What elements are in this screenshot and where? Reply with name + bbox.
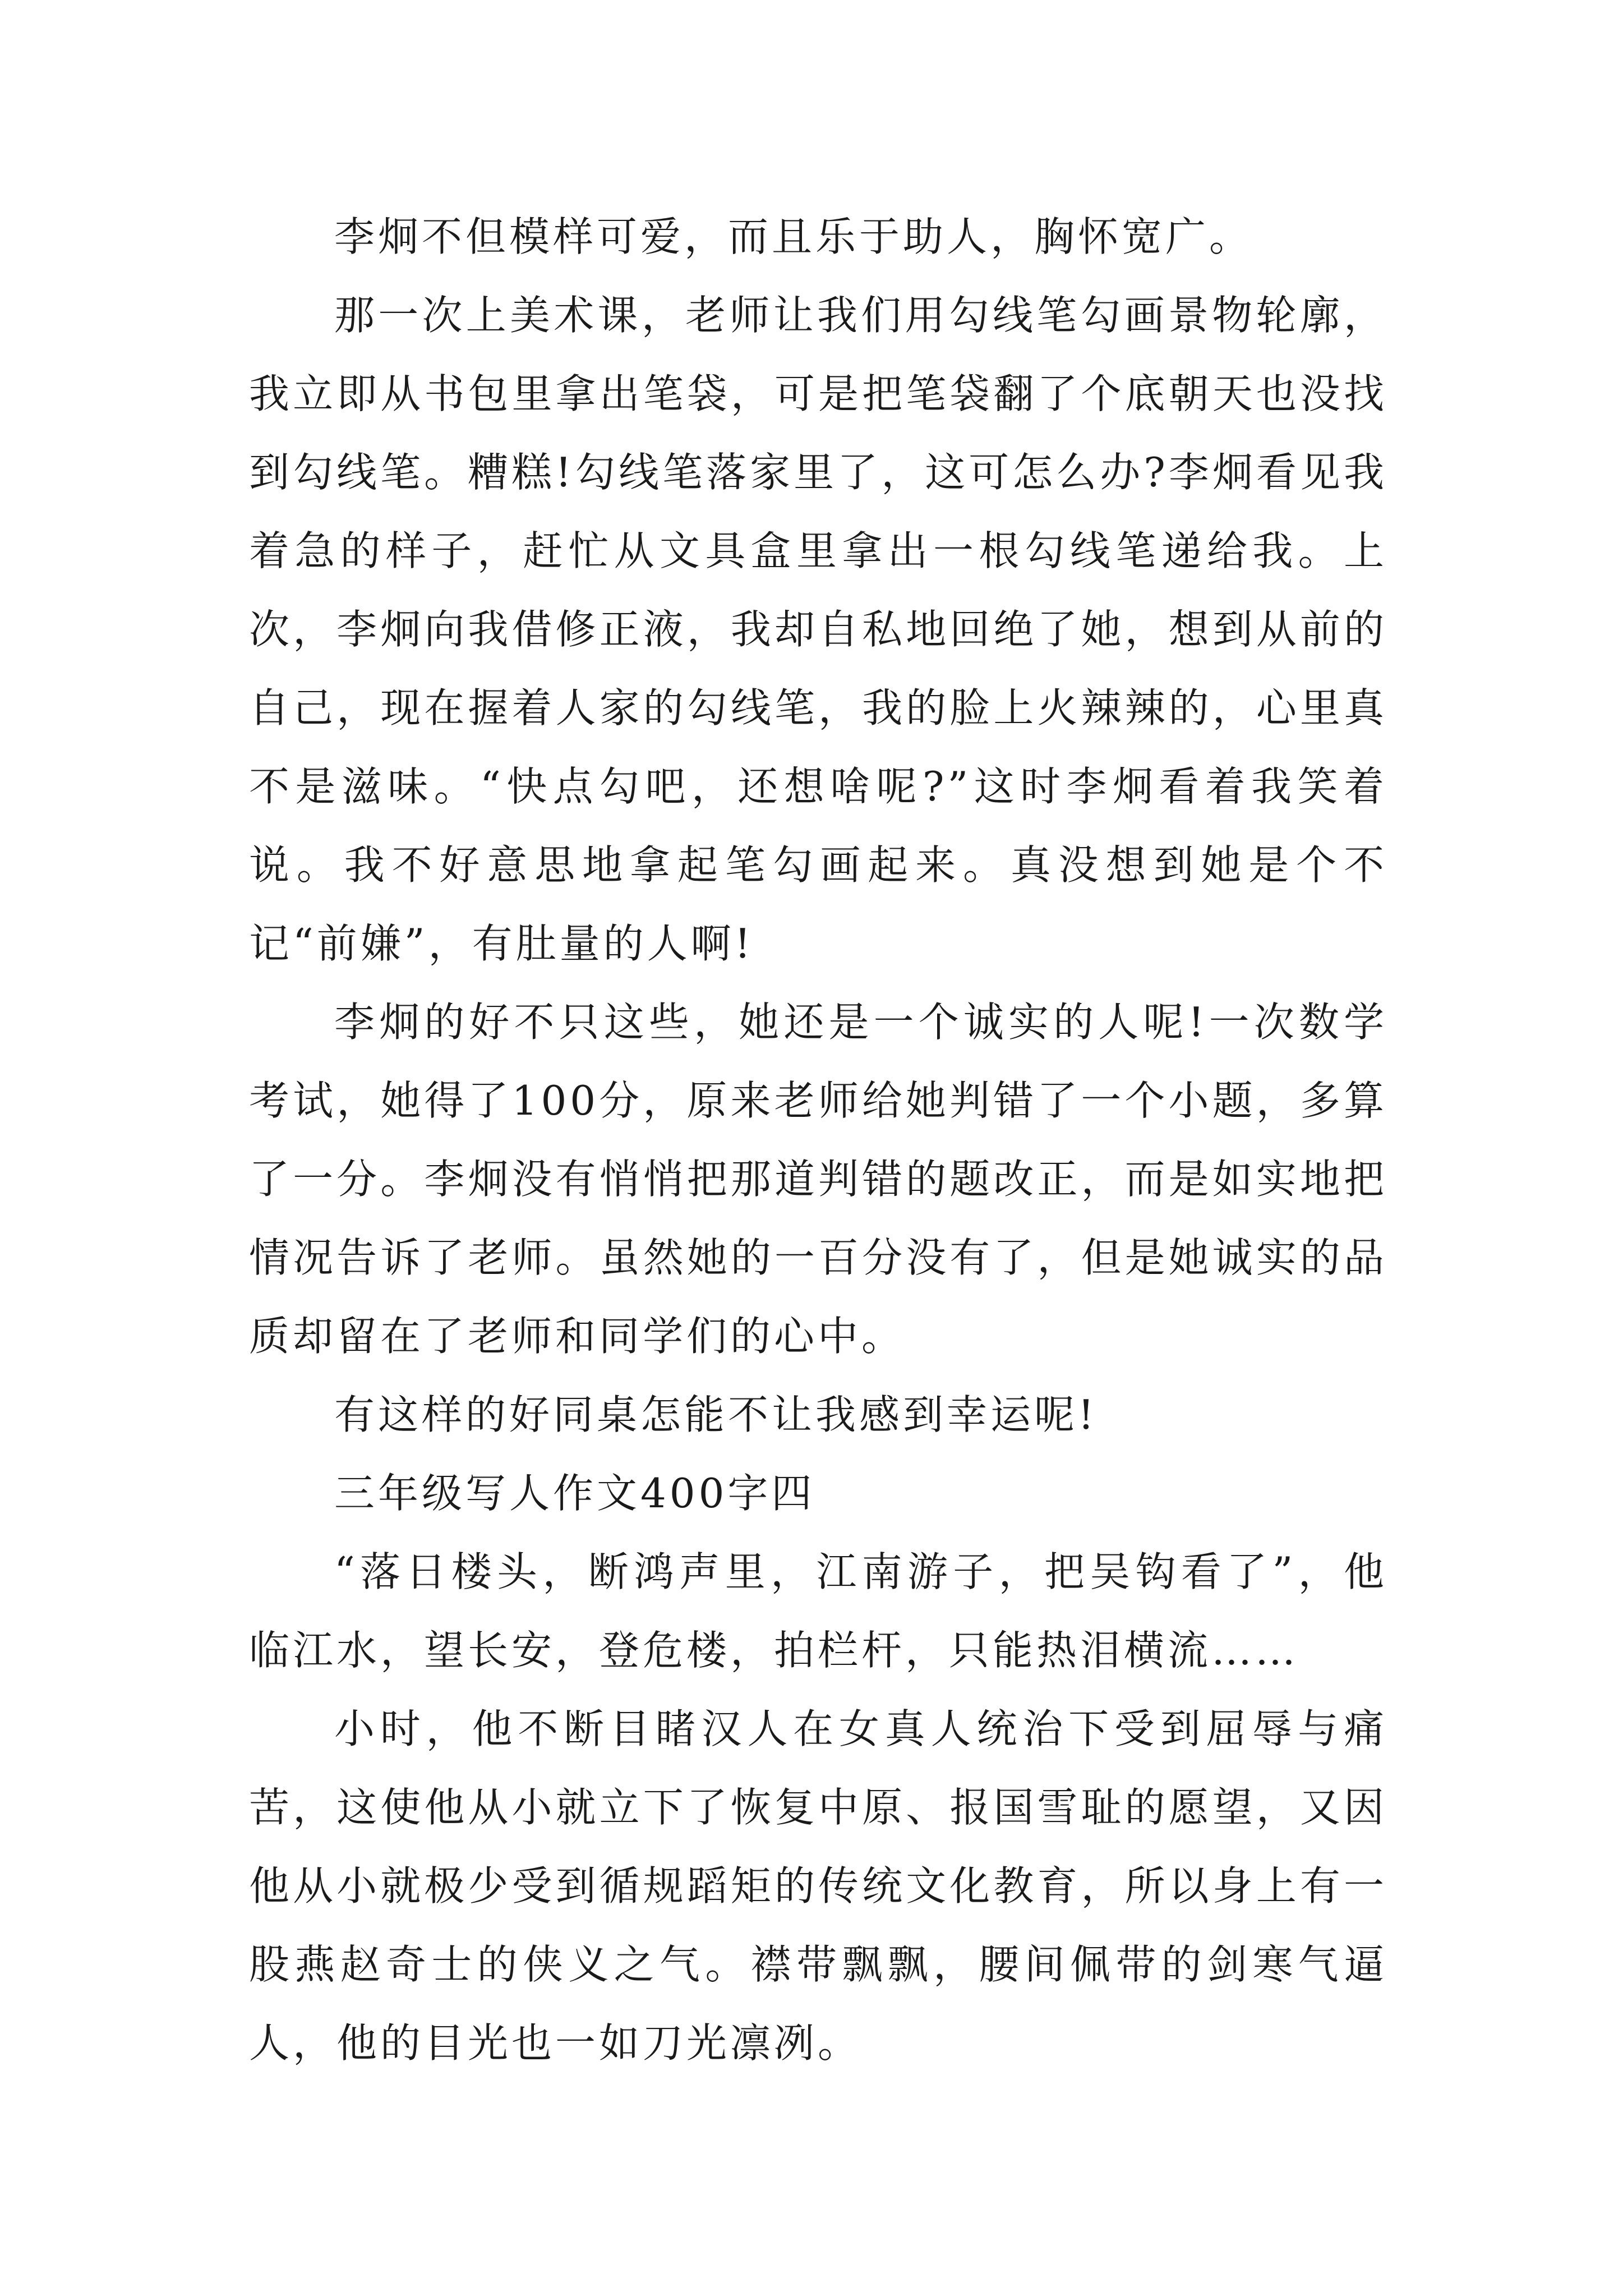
paragraph-1: 李炯不但模样可爱，而且乐于助人，胸怀宽广。 (334, 213, 1253, 260)
paragraph-2: 那一次上美术课，老师让我们用勾线笔勾画景物轮廓，我立即从书包里拿出笔袋，可是把笔袋翻了个底朝天也没找到勾线笔。糟糕!勾线笔落家里了，这可怎么办?李炯看见我着急的样子，赶忙从文具盒里拿出一根勾线笔递给我。上次，李炯向我借修正液，我却自私地回绝了她，想到从前的自己，现在握着人家的勾线笔，我的脸上火辣辣的，心里真不是滋味。“快点勾吧，还想啥呢?”这时李炯看着我笑着说。我不好意思地拿起笔勾画起来。真没想到她是个不记“前嫌”，有肚量的人啊! (249, 292, 1387, 967)
paragraph-3: 李炯的好不只这些，她还是一个诚实的人呢!一次数学考试，她得了100分，原来老师给她判错了一个小题，多算了一分。李炯没有悄悄把那道判错的题改正，而是如实地把情况告诉了老师。虽然她的一百分没有了，但是她诚实的品质却留在了老师和同学们的心中。 (249, 999, 1387, 1360)
paragraph-4: 有这样的好同桌怎能不让我感到幸运呢! (334, 1391, 1098, 1438)
paragraph-6: 小时，他不断目睹汉人在女真人统治下受到屈辱与痛苦，这使他从小就立下了恢复中原、报国雪耻的愿望，又因他从小就极少受到循规蹈矩的传统文化教育，所以身上有一股燕赵奇士的侠义之气。襟带飘飘，腰间佩带的剑寒气逼人，他的目光也一如刀光凛冽。 (249, 1705, 1387, 2067)
section-heading: 三年级写人作文400字四 (334, 1470, 815, 1517)
article-body (249, 197, 1387, 2082)
paragraph-5: “落日楼头，断鸿声里，江南游子，把吴钩看了”，他临江水，望长安，登危楼，拍栏杆，只能热泪横流…… (249, 1548, 1387, 1674)
